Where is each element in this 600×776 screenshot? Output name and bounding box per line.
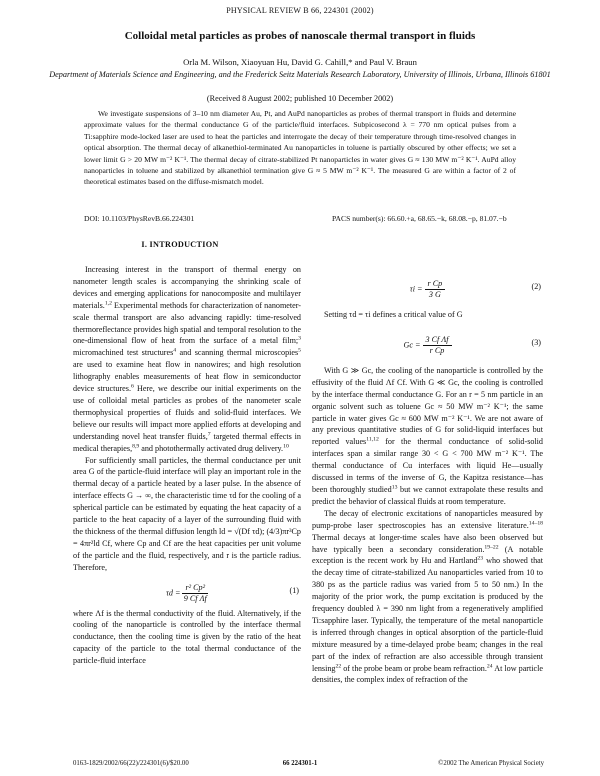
- paper-title: Colloidal metal particles as probes of nanoscale thermal transport in fluids: [124, 30, 476, 42]
- intro-paragraph-2: For sufficiently small particles, the thermal conductance per unit area G of the particle-fluid interface will play an important role in the thermal decay of a particle heated by a laser pulse. In the absence of interface effects G → ∞, the characteristic time τd for the cooling of a spherical particle can be estimated by equating the heat capacity of a particle to the heat capacity of a layer of the surrounding fluid with the thickness of the thermal diffusion length ld = √(Df τd); (4/3)πr³Cp = 4πr²ld Cf, where Cp and Cf are the heat capacities per unit volume of the particle and the fluid, respectively, and r is the particle radius. Therefore,: [73, 455, 301, 572]
- eq2-lhs: τi =: [409, 284, 423, 294]
- doi-link[interactable]: DOI: 10.1103/PhysRevB.66.224301: [84, 214, 195, 223]
- pacs-numbers: PACS number(s): 66.60.+a, 68.65.−k, 68.08.−p, 81.07.−b: [332, 214, 507, 223]
- eq2-denominator: 3 G: [428, 290, 441, 299]
- received-date: (Received 8 August 2002; published 10 December 2002): [206, 94, 394, 103]
- citation[interactable]: 6: [130, 383, 134, 390]
- citation[interactable]: 19–22: [484, 543, 499, 550]
- eq3-number: (3): [531, 337, 541, 347]
- citation[interactable]: 11,12: [366, 436, 379, 443]
- intro-paragraph-3: where Λf is the thermal conductivity of the fluid. Alternatively, if the cooling of the nanoparticle is controlled by the interface thermal conductance, then the cooling time is given by the ratio of the heat capacity of the particle to the total thermal conductance of the particle-fluid interface: [73, 608, 301, 666]
- citation[interactable]: 3: [298, 335, 301, 342]
- author-list: Orla M. Wilson, Xiaoyuan Hu, David G. Cahill,* and Paul V. Braun: [183, 57, 417, 67]
- citation[interactable]: 24: [486, 662, 493, 669]
- affiliation: Department of Materials Science and Engineering, and the Frederick Seitz Materials Research Laboratory, University of Illinois, Urbana, Illinois 61801: [49, 70, 551, 79]
- abstract: We investigate suspensions of 3–10 nm diameter Au, Pt, and AuPd nanoparticles as probes of thermal transport in fluids and determine approximate values for the thermal conductance G of the particle/fluid interfaces. Subpicosecond λ = 770 nm optical pulses from a Ti:sapphire mode-locked laser are used to heat the particles and interrogate the decay of their temperature through time-resolved changes in optical absorption. The thermal decay of alkanethiol-terminated Au nanoparticles in toluene is partially obscured by other effects; we set a lower limit G > 20 MW m⁻² K⁻¹. The thermal decay of citrate-stabilized Pt nanoparticles in water gives G ≈ 130 MW m⁻² K⁻¹. AuPd alloy nanoparticles in toluene and stabilized by alkanethiol termination give G ≈ 5 MW m⁻² K⁻¹. The measured G are within a factor of 2 of theoretical estimates based on the diffuse-mismatch model.: [84, 109, 516, 187]
- equation-3: [312, 329, 543, 357]
- citation[interactable]: 13: [391, 484, 398, 491]
- eq2-number: (2): [531, 282, 541, 291]
- citation[interactable]: 8,9: [132, 442, 140, 449]
- eq1-denominator: 9 Cf Λf: [183, 593, 207, 603]
- citation[interactable]: 1,2: [104, 300, 112, 306]
- equation-1: [73, 577, 301, 605]
- citation[interactable]: 14–18: [528, 519, 543, 526]
- citation[interactable]: 10: [283, 442, 289, 449]
- intro-paragraph-4: Setting τd = τi defines a critical value of G: [324, 310, 463, 319]
- citation[interactable]: 4: [173, 347, 177, 354]
- right-column: [312, 270, 543, 686]
- eq2-numerator: r Cp: [425, 279, 446, 290]
- journal-header: PHYSICAL REVIEW B 66, 224301 (2002): [226, 6, 374, 15]
- left-column: [73, 264, 301, 667]
- intro-paragraph-6: The decay of electronic excitations of nanoparticles measured by pump-probe laser spectroscopies has an extensive literature.$^{14-18}$ Thermal decays at longer-time scales have also been observed but have typically been a secondary consideration.$^{19-22}$ (A notable exception is the recent work by Hu and Hartland$^{23}$ who showed that the decay time of citrate-stabilized Au nanoparticles varied from 10 to 380 ps as the particle radius was varied from 5 to 50 nm.) In the majority of the prior work, the pump excitation is produced by the frequency doubled λ = 390 nm light from a regeneratively amplified Ti:sapphire laser. Typically, the temperature of the metal nanoparticle is inferred through changes in optical absorption of the particle-fluid mixture measured by a time-delayed probe beam; changes in the real part of the index of refraction are also accessible through transient lensing$^{22}$ of the probe beam or probe beam refraction.$^{24}$ At low particle densities, the complex index of refraction of the: [312, 508, 544, 685]
- footer-issn: 0163-1829/2002/66(22)/224301(6)/$20.00: [73, 760, 189, 767]
- footer-page-number: 66 224301-1: [282, 760, 318, 767]
- section-heading-introduction: I. INTRODUCTION: [141, 240, 219, 249]
- eq1-numerator: r² Cp²: [182, 583, 208, 594]
- eq3-denominator: r Cp: [429, 345, 445, 355]
- eq3-lhs: Gc =: [403, 340, 421, 350]
- citation[interactable]: 7: [207, 430, 211, 437]
- footer-copyright: ©2002 The American Physical Society: [438, 760, 544, 767]
- eq3-numerator: 3 Cf Λf: [423, 335, 452, 346]
- eq1-lhs: τd =: [165, 587, 181, 597]
- citation[interactable]: 23: [477, 555, 484, 562]
- eq1-number: (1): [289, 585, 299, 595]
- intro-paragraph-5: With G ≫ Gc, the cooling of the nanoparticle is controlled by the effusivity of the fluid Λf Cf. With G ≪ Gc, the cooling is controlled by the interface thermal conductance G. For an r = 5 nm particle in an organic solvent such as toluene Gc ≈ 50 MW m⁻² K⁻¹; the same particle in water gives Gc ≈ 600 MW m⁻² K⁻¹. We are not aware of any previous quantitative studies of G for solid-liquid interfaces but reported values$^{11,12}$ for the thermal conductance of solid-solid interfaces span a similar range 30 < G < 700 MW m⁻² K⁻¹. The thermal conductance of Cu interfaces with liquid He—usually discussed in terms of the inverse of G, the Kapitza resistance—has been thoroughly studied$^{13}$ but we cannot extrapolate these results and predict the behavior of classical fluids at room temperature.: [312, 365, 543, 506]
- citation[interactable]: 22: [335, 662, 342, 669]
- intro-paragraph-1: Increasing interest in the transport of thermal energy on nanometer length scales is accompanying the shrinking scale of devices and emerging applications for nanocomposite and multilayer materials.$^{1,2}$ Experimental methods for characterization of nanometer-scale thermal transport are also advancing rapidly: time-resolved thermoreflectance provides high spatial and temporal resolution to the one-dimensional flow of heat from the surface of a metal film;$^3$ micromachined test structures$^4$ and scanning thermal microscopies$^5$ are used to examine heat flow in nanowires; and high resolution lithography enables measurements of heat flow in semiconductor device structures.$^6$ Here, we describe our initial experiments on the use of colloidal metal particles as probes of the nanometer scale thermophysical properties of fluids and solid-fluid interfaces. We believe our results will impact more applied efforts at developing and understanding novel heat transfer fluids,$^7$ targeted thermal effects in medical therapies,$^{8,9}$ and photothermally activated drug delivery.$^{10}$: [73, 265, 301, 453]
- equation-2: [312, 273, 543, 301]
- citation[interactable]: 5: [298, 347, 301, 354]
